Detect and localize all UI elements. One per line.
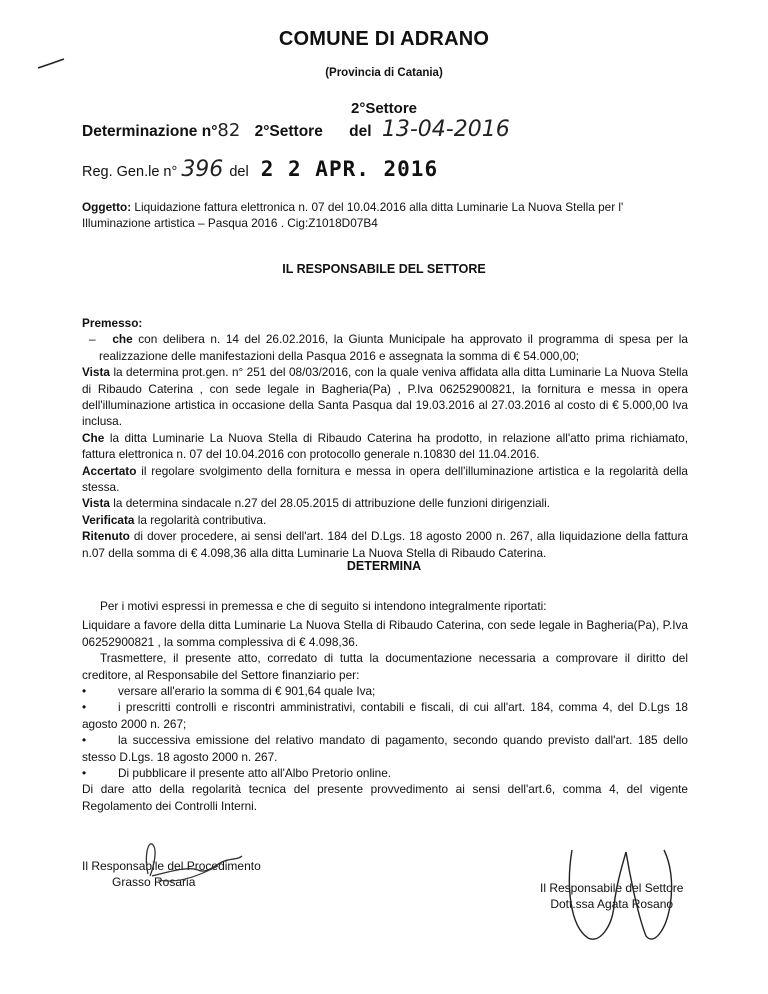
premesso-item — [82, 331, 688, 364]
bullet-dot: • — [82, 733, 87, 748]
subject-text: Liquidazione fattura elettronica n. 07 del 10.04.2016 alla ditta Luminarie La Nuova Stella per l' Illuminazione artistica – Pasqua 2016 . Cig:Z1018D07B4 — [82, 200, 624, 230]
register-number: 396 — [181, 157, 224, 182]
determination-number: 82 — [217, 120, 241, 141]
paragraph-text: il regolare svolgimento della fornitura e messa in opera dell'illuminazione artistica e la regolarità della stessa. — [82, 463, 688, 495]
bullet-dot: • — [82, 700, 87, 715]
paragraph-text: la ditta Luminarie La Nuova Stella di Ribaudo Caterina ha prodotto, in relazione all'atto prima richiamato, fattura elettronica n. 07 del 10.04.2016 con protocollo generale n.10830 del 11.04.2016. — [82, 430, 689, 462]
premesso-paragraph — [82, 430, 688, 463]
bullet-dot: • — [82, 684, 87, 699]
register-stamp-date: 2 2 APR. 2016 — [260, 157, 439, 181]
paragraph-keyword: Accertato — [82, 463, 137, 478]
determina-intro: Per i motivi espressi in premessa e che di seguito si intendono integralmente riportati: — [100, 599, 547, 613]
determination-date-label: del — [349, 123, 372, 140]
responsible-heading: IL RESPONSABILE DEL SETTORE — [282, 262, 486, 276]
paragraph-keyword: Ritenuto — [82, 529, 130, 544]
determina-closing: Di dare atto della regolarità tecnica del presente provvedimento ai sensi dell'art.6, comma 4, del vigente Regolamento dei Controlli Interni. — [82, 782, 688, 813]
determina-section — [82, 598, 688, 814]
paragraph-text: la determina prot.gen. n° 251 del 08/03/2016, con la quale veniva affidata alla ditta Luminarie La Nuova Stella di Ribaudo Caterina , con sede legale in Bagheria(Pa) , P.Iva 06252900821, la fornitura e messa in opera dell'illuminazione artistica in occasione della Santa Pasqua dal 19.03.2016 al 27.03.2016 al costo di € 5.000,00 Iva inclusa. — [82, 365, 689, 429]
bullet-item — [82, 699, 688, 732]
province-subtitle: (Provincia di Catania) — [325, 67, 443, 79]
bullet-dot: • — [82, 766, 87, 781]
premesso-section — [82, 315, 688, 561]
register-label: Reg. Gen.le n° — [82, 164, 178, 180]
determination-date: 13-04-2016 — [381, 117, 510, 142]
premesso-paragraph — [82, 528, 688, 561]
determina-liquidate: Liquidare a favore della ditta Luminarie La Nuova Stella di Ribaudo Caterina, con sede legale in Bagheria(Pa), P.Iva 06252900821 , la somma complessiva di € 4.098,36. — [82, 618, 688, 649]
determination-sector: 2°Settore — [254, 123, 323, 140]
municipality-title: COMUNE DI ADRANO — [278, 28, 490, 50]
premesso-paragraph — [82, 512, 688, 528]
sector-heading: 2°Settore — [350, 100, 418, 117]
dash-bullet: – — [89, 332, 96, 347]
register-date-label: del — [229, 164, 249, 180]
premesso-item-keyword: che — [112, 332, 133, 347]
bullet-item — [82, 765, 688, 781]
premesso-paragraph — [82, 495, 688, 511]
subject-paragraph — [82, 199, 688, 231]
left-signatory-title: Il Responsabile del Procedimento — [82, 859, 261, 873]
paragraph-keyword: Che — [82, 430, 105, 445]
right-signatory-title: Il Responsabile del Settore — [540, 881, 684, 895]
paragraph-keyword: Vista — [82, 496, 110, 511]
premesso-paragraph — [82, 463, 688, 496]
left-signatory-name: Grasso Rosaria — [112, 875, 196, 889]
paragraph-keyword: Verificata — [82, 512, 135, 527]
paragraph-text: di dover procedere, ai sensi dell'art. 184 del D.Lgs. 18 agosto 2000 n. 267, alla liquidazione della fattura n.07 della somma di € 4.098,36 alla ditta Luminarie La Nuova Stella di Ribaudo Caterina. — [82, 529, 688, 560]
subject-label: Oggetto: — [82, 200, 132, 214]
bullet-item — [82, 732, 688, 765]
determina-heading: DETERMINA — [346, 559, 422, 573]
handwritten-signature-right — [560, 846, 690, 956]
determination-label: Determinazione n° — [82, 123, 218, 140]
right-signatory-name: Dott.ssa Agata Rosano — [550, 897, 674, 911]
bullet-text: Di pubblicare il presente atto all'Albo Pretorio online. — [118, 766, 392, 781]
register-row — [82, 157, 438, 182]
paragraph-text: la determina sindacale n.27 del 28.05.2015 di attribuzione delle funzioni dirigenziali. — [113, 496, 551, 511]
bullet-item — [82, 683, 688, 699]
bullet-text: versare all'erario la somma di € 901,64 quale Iva; — [118, 684, 376, 699]
handwritten-signature-left — [118, 836, 248, 892]
bullet-text: la successiva emissione del relativo mandato di pagamento, secondo quando previsto dall'art. 185 dello stesso D.Lgs. 18 agosto 2000 n. 267. — [82, 733, 688, 764]
premesso-paragraph — [82, 364, 688, 430]
premesso-item-text: con delibera n. 14 del 26.02.2016, la Giunta Municipale ha approvato il programma di spesa per la realizzazione delle manifestazioni della Pasqua 2016 e assegnata la somma di € 54.000,00; — [99, 332, 688, 363]
paragraph-keyword: Vista — [82, 365, 110, 380]
determination-row — [82, 117, 510, 142]
premesso-label: Premesso: — [82, 316, 143, 330]
paragraph-text: la regolarità contributiva. — [137, 512, 267, 527]
determina-transmit: Trasmettere, il presente atto, corredato di tutta la documentazione necessaria a comprovare il diritto del creditore, al Responsabile del Settore finanziario per: — [82, 651, 688, 682]
bullet-text: i prescritti controlli e riscontri amministrativi, contabili e fiscali, di cui all'art. 184, comma 4, del D.Lgs 18 agosto 2000 n. 267; — [82, 700, 688, 731]
